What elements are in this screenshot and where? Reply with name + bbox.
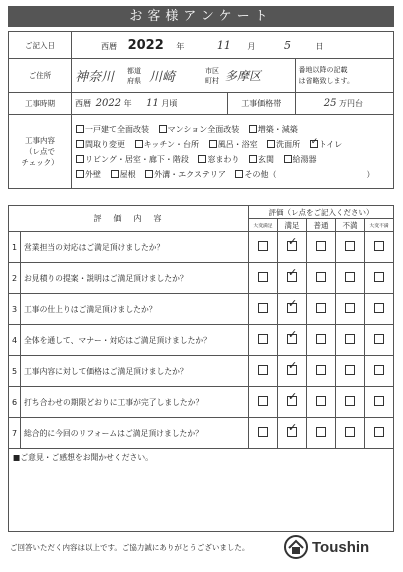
eval-header-row: [9, 206, 394, 219]
question-text: 総合的に今回のリフォームはご満足頂けましたか？: [21, 418, 249, 449]
opinion-label: ■ご意見・ご感想をお聞かせください。: [13, 453, 153, 462]
question-number: 1: [9, 232, 21, 263]
address-field[interactable]: [72, 59, 295, 93]
period-row: [9, 93, 394, 115]
checkbox[interactable]: [159, 125, 167, 133]
scale-satisfied: 満足: [278, 219, 307, 232]
work-content-label: 工事内容 （レ点で チェック）: [9, 115, 72, 189]
rating-cell: [365, 325, 394, 356]
checkbox-checked[interactable]: [310, 140, 318, 148]
work-option-row-2: [76, 137, 389, 152]
rating-cell: [336, 232, 365, 263]
checkbox[interactable]: [76, 140, 84, 148]
work-option-other[interactable]: その他（ ）: [235, 167, 374, 182]
rating-cell: [336, 418, 365, 449]
rating-cell: [278, 418, 307, 449]
period-year: 2022: [95, 98, 122, 109]
work-content-options: [72, 115, 394, 189]
rating-cell: [278, 356, 307, 387]
house-logo-icon: [284, 535, 308, 559]
address-label: ご住所: [9, 59, 72, 93]
rating-checkbox[interactable]: [345, 241, 355, 251]
customer-info-table: [8, 31, 394, 189]
period-month: 11: [146, 98, 159, 109]
rating-cell: [307, 232, 336, 263]
question-text: 営業担当の対応はご満足頂けましたか？: [21, 232, 249, 263]
rating-checkbox[interactable]: [258, 365, 268, 375]
form-title: お客様アンケート: [8, 6, 394, 27]
company-logo: [284, 535, 369, 559]
opinion-box[interactable]: [8, 448, 394, 532]
rating-checkbox[interactable]: [374, 334, 384, 344]
date-row: [9, 32, 394, 59]
work-option-row-4: [76, 167, 389, 182]
period-field[interactable]: [72, 93, 228, 115]
address-prefecture: 神奈川: [75, 70, 115, 85]
rating-checkbox[interactable]: [258, 396, 268, 406]
rating-checkbox[interactable]: [374, 396, 384, 406]
rating-checkbox[interactable]: [316, 303, 326, 313]
work-option[interactable]: マンション全面改装: [159, 122, 240, 137]
work-option[interactable]: 玄関: [249, 152, 274, 167]
rating-checkbox[interactable]: [258, 241, 268, 251]
rating-cell: [307, 356, 336, 387]
rating-checkbox[interactable]: [258, 334, 268, 344]
rating-cell: [336, 263, 365, 294]
checkbox[interactable]: [198, 155, 206, 163]
rating-cell: [365, 232, 394, 263]
question-row: [9, 356, 394, 387]
evaluation-table: [8, 205, 394, 449]
rating-checkbox-checked[interactable]: [287, 272, 297, 282]
question-text: 工事内容に対して価格はご満足頂けましたか？: [21, 356, 249, 387]
question-number: 4: [9, 325, 21, 356]
rating-checkbox[interactable]: [374, 272, 384, 282]
rating-cell: [365, 294, 394, 325]
scale-very-satisfied: 大変満足: [249, 219, 278, 232]
date-label: ご記入日: [9, 32, 72, 59]
work-option-toilet[interactable]: ✓ トイレ: [310, 137, 343, 152]
rating-checkbox[interactable]: [316, 334, 326, 344]
address-city: 川崎: [149, 70, 176, 85]
work-option[interactable]: 外壁: [76, 167, 101, 182]
rating-cell: [307, 418, 336, 449]
rating-cell: [249, 356, 278, 387]
date-day-unit: 日: [315, 41, 324, 51]
rating-cell: [278, 294, 307, 325]
rating-checkbox[interactable]: [374, 303, 384, 313]
checkbox[interactable]: [235, 170, 243, 178]
price-label: 工事価格帯: [228, 93, 295, 115]
question-row: [9, 387, 394, 418]
rating-checkbox[interactable]: [345, 396, 355, 406]
work-option[interactable]: 風呂・浴室: [209, 137, 258, 152]
rating-checkbox[interactable]: [316, 272, 326, 282]
checkbox[interactable]: [267, 140, 275, 148]
date-field[interactable]: [72, 32, 394, 59]
rating-checkbox[interactable]: [374, 365, 384, 375]
checkbox[interactable]: [76, 155, 84, 163]
checkbox[interactable]: [249, 125, 257, 133]
work-option[interactable]: 一戸建て全面改装: [76, 122, 149, 137]
rating-checkbox[interactable]: [374, 427, 384, 437]
rating-cell: [249, 294, 278, 325]
question-row: [9, 325, 394, 356]
question-row: [9, 294, 394, 325]
scale-neutral: 普通: [307, 219, 336, 232]
work-option[interactable]: キッチン・台所: [135, 137, 199, 152]
work-option[interactable]: 外溝・エクステリア: [145, 167, 226, 182]
rating-cell: [307, 263, 336, 294]
checkbox[interactable]: [249, 155, 257, 163]
eval-header: 評 価 内 容: [9, 206, 249, 232]
question-number: 2: [9, 263, 21, 294]
rating-cell: [365, 387, 394, 418]
checkbox[interactable]: [209, 140, 217, 148]
work-option[interactable]: 屋根: [111, 167, 136, 182]
work-option[interactable]: 洗面所: [267, 137, 300, 152]
work-option[interactable]: 窓まわり: [198, 152, 239, 167]
checkbox[interactable]: [76, 125, 84, 133]
eval-scale-title: 評価（レ点をご記入ください）: [249, 206, 394, 219]
rating-checkbox[interactable]: [345, 365, 355, 375]
period-month-unit: 月頃: [161, 99, 178, 108]
rating-cell: [365, 418, 394, 449]
address-pref-suffix-bottom: 府県: [127, 76, 142, 85]
work-option[interactable]: リビング・居室・廊下・階段: [76, 152, 189, 167]
address-city-suffix-top: 市区: [205, 66, 220, 75]
rating-cell: [365, 356, 394, 387]
rating-checkbox[interactable]: [345, 303, 355, 313]
checkbox[interactable]: [76, 170, 84, 178]
question-text: 全体を通して、マナー・対応はご満足頂けましたか？: [21, 325, 249, 356]
work-option[interactable]: 間取り変更: [76, 137, 125, 152]
rating-checkbox-checked[interactable]: [287, 365, 297, 375]
checkbox[interactable]: [111, 170, 119, 178]
question-row: [9, 232, 394, 263]
date-day: 5: [283, 38, 291, 52]
rating-checkbox-checked[interactable]: [287, 241, 297, 251]
checkbox[interactable]: [135, 140, 143, 148]
price-unit: 万円台: [339, 99, 363, 108]
work-option-row-1: [76, 122, 389, 137]
rating-checkbox[interactable]: [258, 272, 268, 282]
rating-cell: [336, 356, 365, 387]
rating-checkbox[interactable]: [316, 365, 326, 375]
rating-cell: [307, 325, 336, 356]
date-year-unit: 年: [176, 41, 185, 51]
question-rows: [9, 232, 394, 449]
address-row: [9, 59, 394, 93]
work-option-row-3: [76, 152, 389, 167]
rating-cell: [249, 263, 278, 294]
rating-cell: [278, 325, 307, 356]
rating-cell: [249, 418, 278, 449]
rating-checkbox-checked[interactable]: [287, 396, 297, 406]
work-option[interactable]: 給湯器: [284, 152, 317, 167]
rating-cell: [336, 325, 365, 356]
checkbox[interactable]: [284, 155, 292, 163]
work-option[interactable]: 増築・減築: [249, 122, 298, 137]
rating-cell: [365, 263, 394, 294]
period-year-unit: 年: [123, 99, 132, 108]
rating-cell: [278, 232, 307, 263]
rating-checkbox[interactable]: [345, 272, 355, 282]
scale-very-dissatisfied: 大変不満: [365, 219, 394, 232]
question-text: 工事の仕上りはご満足頂けましたか？: [21, 294, 249, 325]
rating-checkbox-checked[interactable]: [287, 334, 297, 344]
price-value: 25: [323, 98, 337, 109]
question-text: 打ち合わせの期限どおりに工事が完了しましたか？: [21, 387, 249, 418]
rating-checkbox[interactable]: [374, 241, 384, 251]
question-row: [9, 263, 394, 294]
rating-cell: [249, 325, 278, 356]
rating-checkbox[interactable]: [345, 334, 355, 344]
rating-checkbox[interactable]: [258, 427, 268, 437]
rating-cell: [278, 387, 307, 418]
address-note: 番地以降の記載 は省略致します。: [295, 59, 393, 93]
footer-note: ご回答いただく内容は以上です。ご協力誠にありがとうございました。: [10, 543, 250, 552]
rating-cell: [249, 232, 278, 263]
rating-checkbox[interactable]: [316, 241, 326, 251]
rating-cell: [307, 294, 336, 325]
rating-checkbox[interactable]: [316, 427, 326, 437]
date-year: 2022: [127, 37, 164, 53]
address-city-suffix-bottom: 町村: [205, 76, 220, 85]
rating-cell: [336, 294, 365, 325]
rating-cell: [278, 263, 307, 294]
date-era: 西暦: [101, 41, 118, 51]
rating-cell: [249, 387, 278, 418]
question-number: 5: [9, 356, 21, 387]
address-town: 多摩区: [225, 69, 262, 83]
logo-text: Toushin: [312, 538, 370, 556]
rating-checkbox[interactable]: [316, 396, 326, 406]
work-content-row: [9, 115, 394, 189]
question-row: [9, 418, 394, 449]
rating-checkbox-checked[interactable]: [287, 303, 297, 313]
rating-checkbox[interactable]: [258, 303, 268, 313]
question-number: 3: [9, 294, 21, 325]
rating-checkbox[interactable]: [345, 427, 355, 437]
rating-cell: [307, 387, 336, 418]
rating-checkbox-checked[interactable]: [287, 427, 297, 437]
period-era: 西暦: [75, 99, 92, 108]
period-label: 工事時期: [9, 93, 72, 115]
date-month-unit: 月: [247, 41, 256, 51]
scale-dissatisfied: 不満: [336, 219, 365, 232]
address-pref-suffix-top: 都道: [127, 66, 142, 75]
rating-cell: [336, 387, 365, 418]
question-number: 6: [9, 387, 21, 418]
question-number: 7: [9, 418, 21, 449]
question-text: お見積りの提案・説明はご満足頂けましたか？: [21, 263, 249, 294]
date-month: 11: [216, 38, 231, 52]
checkbox[interactable]: [145, 170, 153, 178]
price-field[interactable]: [295, 93, 393, 115]
